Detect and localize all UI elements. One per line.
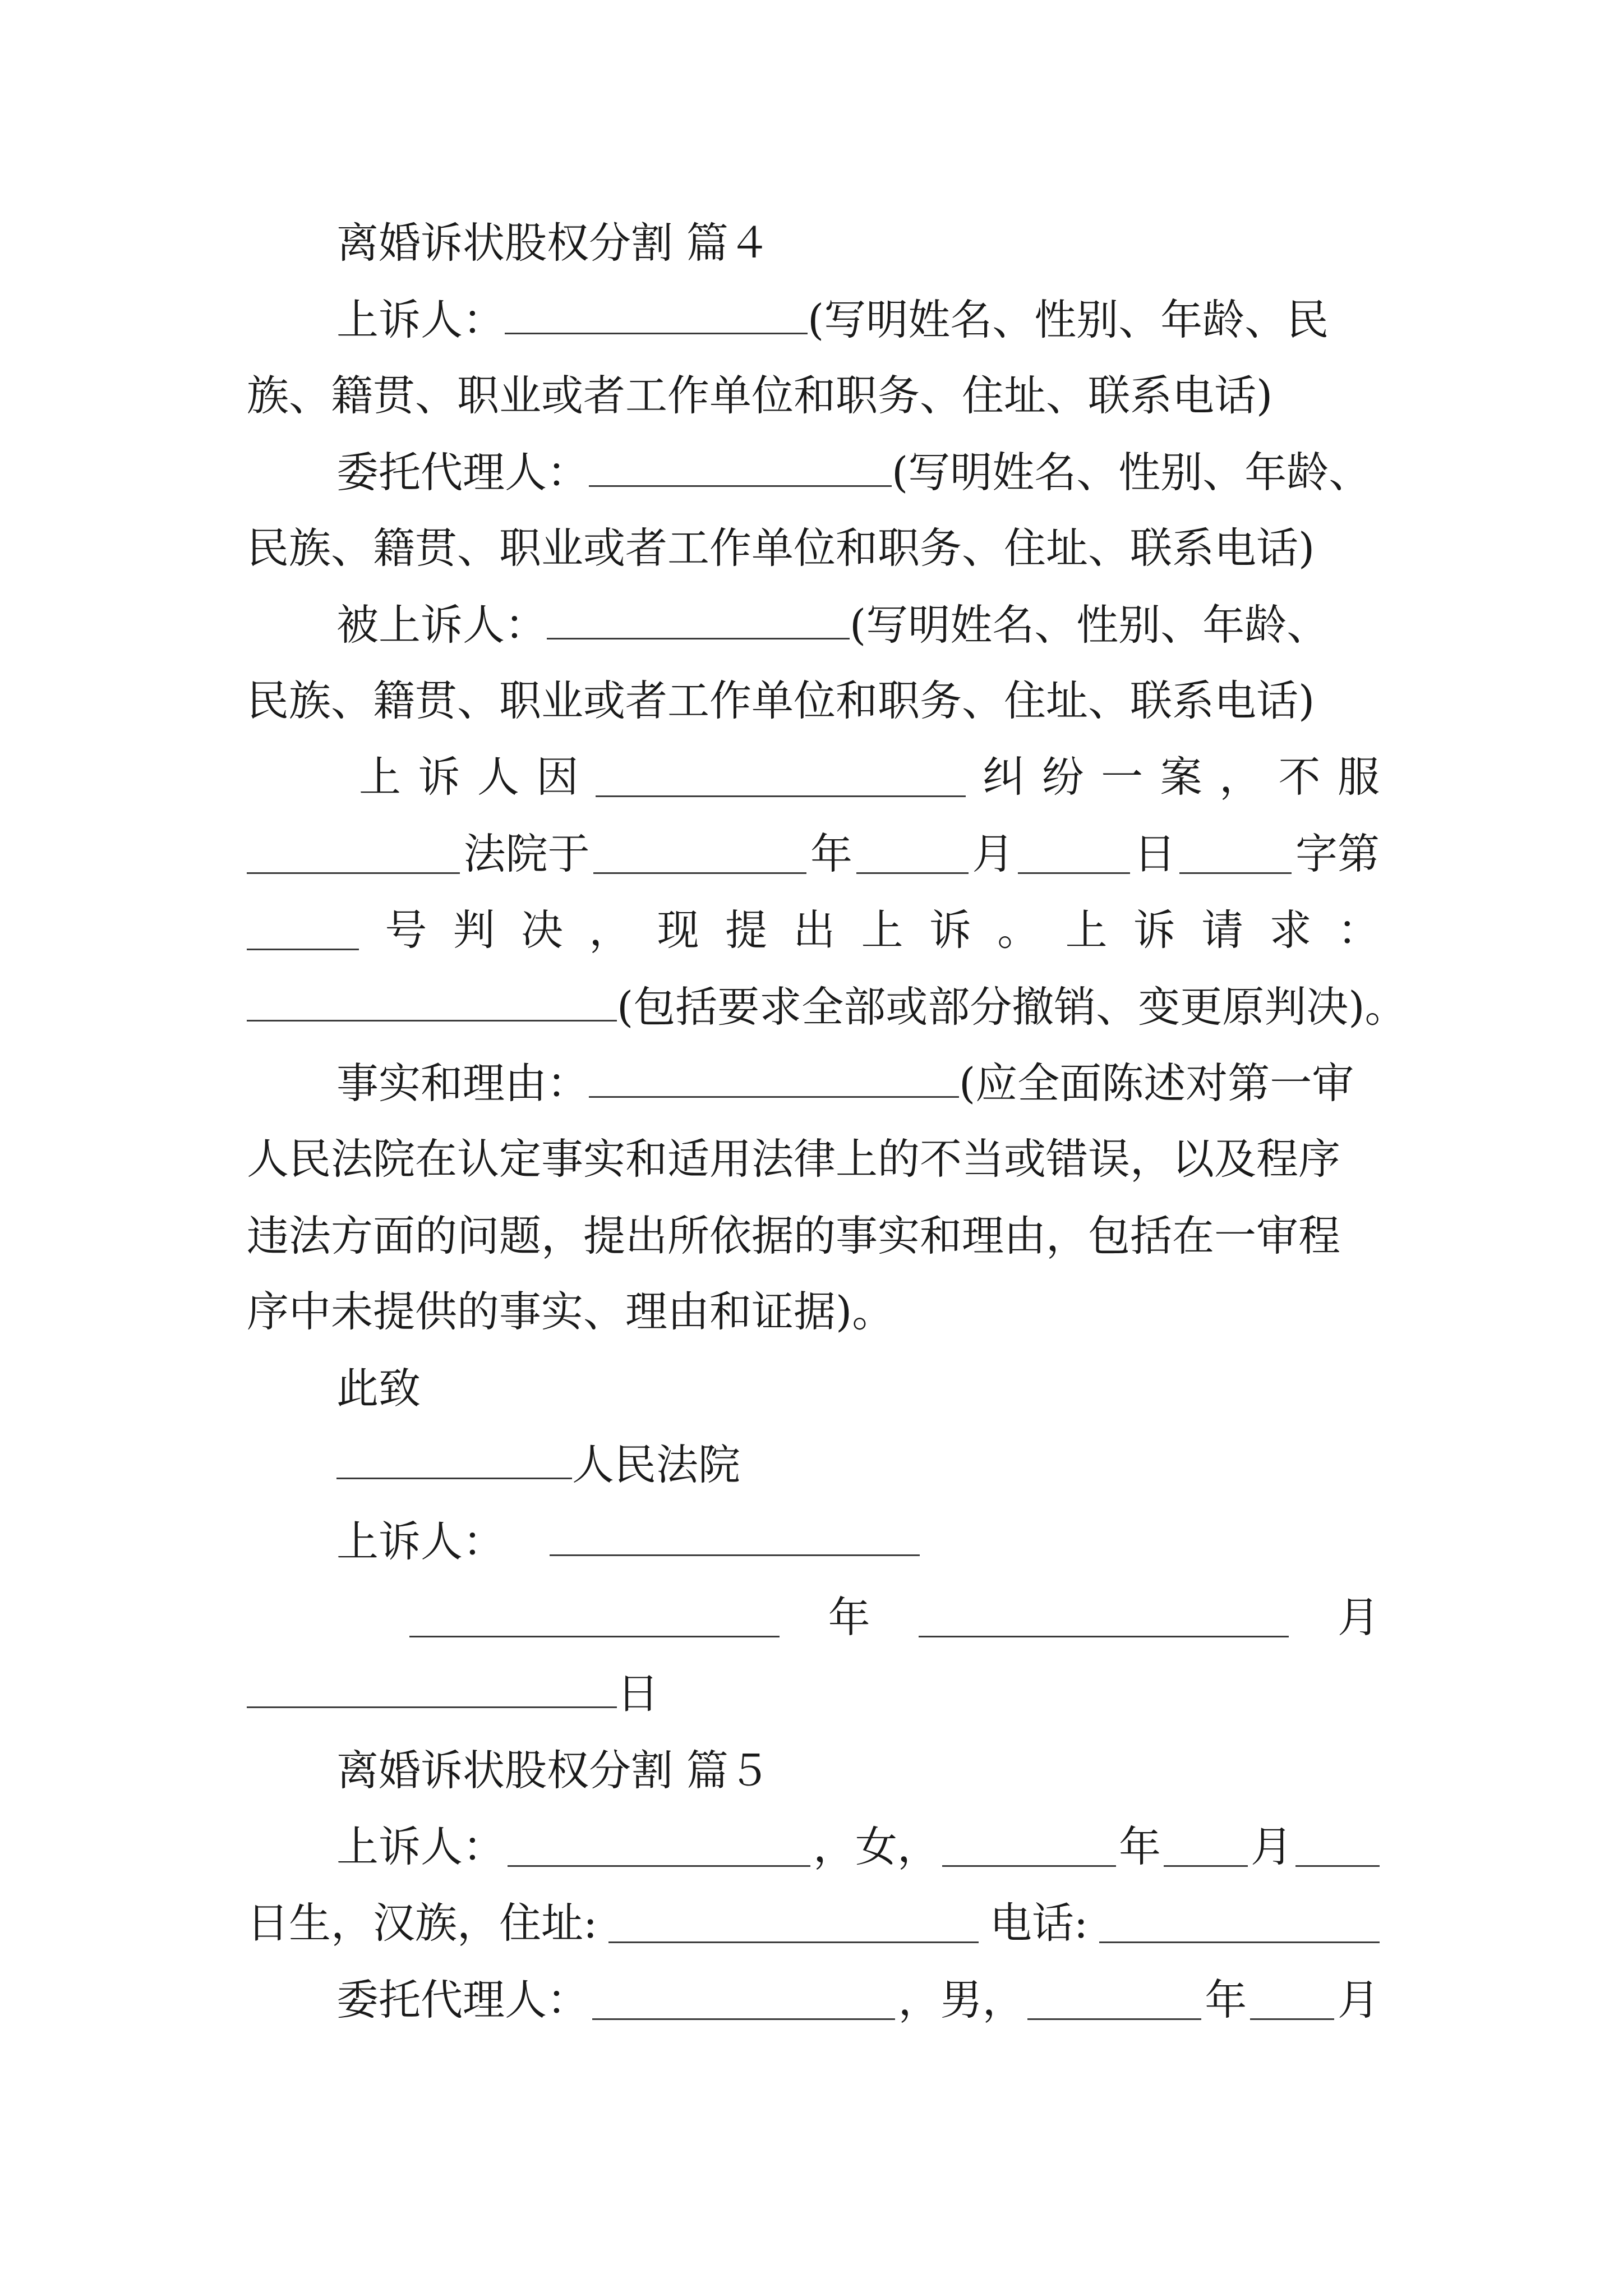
appellant-note-cont: 族、籍贯、职业或者工作单位和职务、住址、联系电话) [247,371,1273,420]
verdict-char: 现 [657,905,699,955]
facts-note-cont: 违法方面的问题，提出所依据的事实和理由，包括在一审程 [247,1211,1341,1260]
s5-address-blank [608,1903,979,1943]
facts-note-cont: 序中未提供的事实、理由和证据)。 [247,1287,895,1336]
court-blank [247,834,460,874]
sign-month-label: 月 [1337,1593,1380,1642]
verdict-char: ， [589,905,631,955]
s5-appellant-label: 上诉人： [336,1822,505,1871]
s5-appellant-line [247,1816,1380,1878]
case-char: 纷 [1041,752,1084,802]
appellee-note: (写明姓名、性别、年龄、 [850,600,1329,650]
sign-day-blank [247,1668,617,1708]
year-blank [593,834,806,874]
sign-day-label: 日 [617,1669,660,1718]
agent-label: 委托代理人： [336,448,589,497]
s5-phone-blank [1099,1903,1380,1943]
section-5-title: 离婚诉状股权分割 篇５ [336,1746,771,1795]
sign-month-blank [919,1598,1289,1637]
agent-blank [589,447,892,487]
agent-note-cont: 民族、籍贯、职业或者工作单位和职务、住址、联系电话) [247,523,1315,573]
verdict-char: 诉 [929,905,971,955]
appellee-line [247,594,1380,656]
verdict-number-blank [247,910,359,950]
sign-date-line [247,1586,1380,1648]
day-blank [1018,834,1130,874]
case-char: 不 [1278,752,1321,802]
s5-agent-month-label: 月 [1337,1975,1380,2024]
verdict-char: 提 [725,905,767,955]
facts-line [247,1052,1380,1114]
court-suffix: 法院于 [463,829,590,878]
case-char: 因 [536,752,579,802]
signature-blank [550,1516,920,1556]
case-char: 案 [1160,752,1202,802]
agent-note: (写明姓名、性别、年龄、 [892,448,1371,497]
sign-year-blank [409,1598,780,1637]
s5-phone-label: 电话: [989,1898,1089,1948]
case-char: 人 [477,752,519,802]
case-line [247,746,1380,808]
verdict-char: 上 [861,905,903,955]
s5-year-blank [942,1827,1116,1867]
s5-agent-month-blank [1250,1980,1334,2020]
s5-agent-label: 委托代理人： [336,1975,589,2024]
verdict-line [247,899,1380,961]
s5-month-label: 月 [1250,1822,1293,1871]
appellant-blank [505,295,808,334]
day-label: 日 [1133,829,1176,878]
court-date-line [247,823,1380,885]
zi-di-label: 字第 [1295,829,1380,878]
verdict-char: 诉 [1133,905,1175,955]
agent-line [247,441,1380,503]
s5-agent-year-blank [1027,1980,1201,2020]
request-blank [247,982,617,1022]
month-blank [856,834,969,874]
s5-appellant-blank [508,1827,810,1867]
appellant-label: 上诉人： [336,295,505,344]
case-char: 诉 [418,752,460,802]
verdict-char: 。 [997,905,1040,955]
s5-agent-year-label: 年 [1205,1975,1247,2024]
s5-agent-blank [592,1980,895,2020]
s5-address-line [247,1892,1380,1954]
s5-female: ，女， [813,1822,939,1871]
verdict-char: 决 [520,905,563,955]
s5-year-label: 年 [1118,1822,1161,1871]
verdict-char: 出 [793,905,836,955]
section-4-title: 离婚诉状股权分割 篇４ [336,218,771,268]
facts-blank [589,1058,959,1098]
verdict-char: 号 [385,905,427,955]
request-note: (包括要求全部或部分撤销、变更原判决)。 [617,982,1407,1032]
request-line [247,976,1407,1038]
sign-year-label: 年 [828,1593,870,1642]
verdict-char: 请 [1201,905,1244,955]
year-label: 年 [810,829,852,878]
s5-agent-line [247,1969,1380,2031]
case-char: ， [1219,752,1262,802]
sign-day-line [247,1663,1380,1724]
verdict-char: 判 [453,905,495,955]
s5-born-address: 日生，汉族，住址: [247,1898,598,1948]
facts-label: 事实和理由： [336,1059,589,1108]
s5-day-blank [1295,1827,1380,1867]
zi-blank [1179,834,1292,874]
verdict-char: 求 [1269,905,1312,955]
appellant-note: (写明姓名、性别、年龄、民 [808,295,1329,344]
salutation: 此致 [336,1364,421,1413]
court-name-line [247,1434,1380,1496]
appellee-label: 被上诉人： [336,600,547,650]
court-name-suffix: 人民法院 [572,1440,741,1489]
facts-note: (应全面陈述对第一审 [959,1059,1354,1108]
signature-line [247,1511,1380,1572]
case-char: 一 [1101,752,1144,802]
case-char: 纠 [983,752,1025,802]
case-char: 上 [359,752,402,802]
appellant-line [247,289,1380,351]
facts-note-cont: 人民法院在认定事实和适用法律上的不当或错误，以及程序 [247,1134,1341,1184]
signature-label: 上诉人： [336,1517,505,1566]
case-char: 服 [1337,752,1380,802]
verdict-char: 上 [1065,905,1108,955]
s5-male: ，男， [898,1975,1025,2024]
appellee-blank [547,600,850,639]
case-dispute-blank [596,757,966,797]
verdict-char: ： [1337,905,1380,955]
court-name-blank [336,1439,572,1479]
appellee-note-cont: 民族、籍贯、职业或者工作单位和职务、住址、联系电话) [247,676,1315,725]
s5-month-blank [1164,1827,1248,1867]
month-label: 月 [972,829,1015,878]
